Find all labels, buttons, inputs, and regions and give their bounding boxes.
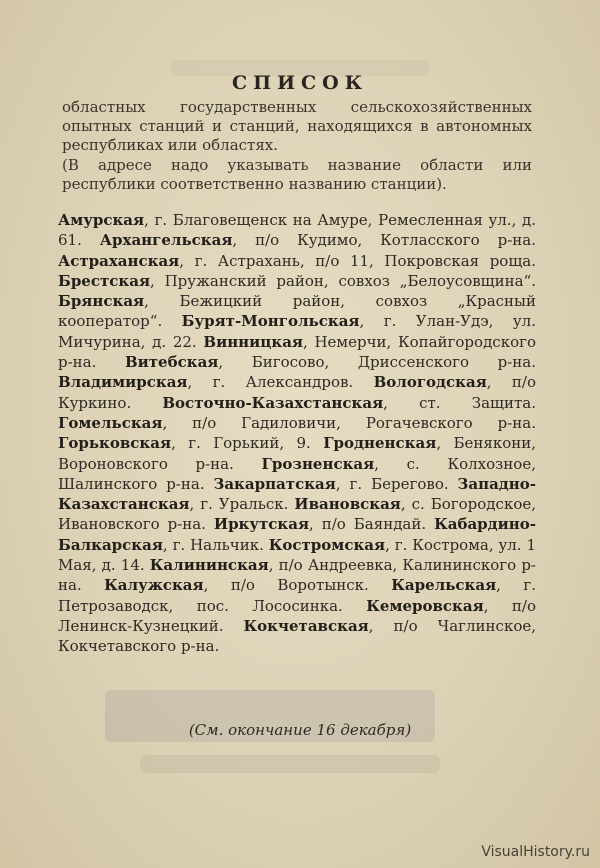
station-address: , г. Благовещенск на Амуре, Ремесленная ул., д. 61. <box>58 211 536 250</box>
station-entry <box>214 475 458 493</box>
station-address: , Бигосово, Дриссенского р-на. <box>218 353 536 372</box>
station-name: Брянская <box>58 292 145 311</box>
station-entry <box>162 394 536 412</box>
station-address: , п/о Воротынск. <box>203 576 392 595</box>
station-name: Витебская <box>124 353 219 372</box>
station-name: Грозненская <box>261 454 375 473</box>
station-address: , ст. Защита. <box>383 393 536 412</box>
station-name: Брестская <box>58 271 151 290</box>
station-address: , г. Петрозаводск, пос. Лососинка. <box>58 576 537 615</box>
station-name: Архангельская <box>99 231 233 250</box>
station-address: , п/о Кудимо, Котласского р-на. <box>232 231 536 250</box>
station-address: , п/о Гадиловичи, Рогачевского р-на. <box>162 413 536 432</box>
station-name: Закарпатская <box>213 474 336 493</box>
station-name: Восточно-Казахстанская <box>162 393 384 412</box>
station-address: , г. Берегово. <box>335 474 458 493</box>
station-name: Ивановская <box>294 495 401 514</box>
subtitle-text: областных государственных сельскохозяйственных опытных станций и станций, находящихся в автономных республиках или областях. <box>62 98 532 154</box>
station-name: Кемеровская <box>366 596 484 615</box>
station-entry <box>58 373 374 391</box>
station-name: Винницкая <box>203 332 303 351</box>
station-address: , п/о Куркино. <box>58 373 537 412</box>
station-entry <box>58 434 323 452</box>
station-name: Кабардино-Балкарская <box>58 515 536 554</box>
station-name: Бурят-Монгольская <box>181 312 360 331</box>
station-address: , Бежицкий район, совхоз „Красный кооператор“. <box>58 292 536 331</box>
station-name: Калининская <box>149 556 269 575</box>
station-name: Костромская <box>268 535 386 554</box>
stations-list <box>58 210 536 657</box>
station-address: , Немерчи, Копайгородского р-на. <box>58 332 536 372</box>
station-name: Гомельская <box>58 413 163 432</box>
station-address: , Пружанский район, совхоз „Белоусовщина“. <box>150 271 536 290</box>
station-entry <box>58 272 536 290</box>
station-address: , п/о Баяндай. <box>309 515 435 534</box>
station-address: , г. Горький, 9. <box>171 434 324 453</box>
station-address: , г. Александров. <box>187 373 374 392</box>
station-entry <box>58 252 536 270</box>
station-address: , п/о Ленинск-Кузнецкий. <box>58 596 536 635</box>
station-address: , п/о Андреевка, Калининского р-на. <box>58 556 536 595</box>
station-address: , г. Уральск. <box>189 495 295 514</box>
document-title: СПИСОК <box>232 72 368 94</box>
station-entry <box>100 231 536 249</box>
station-entry <box>58 414 536 432</box>
station-name: Амурская <box>58 211 145 229</box>
station-name: Горьковская <box>58 434 172 453</box>
station-name: Кокчетавская <box>243 616 369 635</box>
station-name: Владимирская <box>58 373 188 392</box>
document-subtitle <box>62 98 532 194</box>
address-note: (В адресе надо указывать название области или республики соответственно названию станции). <box>62 156 532 193</box>
station-name: Иркутская <box>213 515 310 534</box>
ink-bleed-stain <box>140 755 440 773</box>
station-address: , с. Колхозное, Шалинского р-на. <box>58 454 536 493</box>
station-name: Гродненская <box>323 434 437 453</box>
station-name: Астраханская <box>58 251 180 270</box>
station-entry <box>125 353 536 371</box>
station-name: Западно-Казахстанская <box>58 474 536 514</box>
station-name: Калужская <box>104 576 204 595</box>
station-address: , г. Кострома, ул. 1 Мая, д. 14. <box>58 535 536 575</box>
station-address: , п/о Чаглинское, Кокчетавского р-на. <box>58 616 536 656</box>
station-address: , Бенякони, Вороновского р-на. <box>58 434 536 473</box>
station-address: , с. Богородское, Ивановского р-на. <box>58 495 536 534</box>
watermark: VisualHistory.ru <box>481 844 590 860</box>
station-address: , г. Астрахань, п/о 11, Покровская роща. <box>179 251 536 270</box>
station-entry <box>214 515 434 533</box>
station-name: Карельская <box>391 576 497 595</box>
station-address: , г. Нальчик. <box>162 535 269 554</box>
station-address: , г. Улан-Удэ, ул. Мичурина, д. 22. <box>58 312 536 351</box>
station-entry <box>104 576 391 594</box>
continuation-note: (См. окончание 16 декабря) <box>188 721 412 739</box>
station-name: Вологодская <box>373 373 487 392</box>
